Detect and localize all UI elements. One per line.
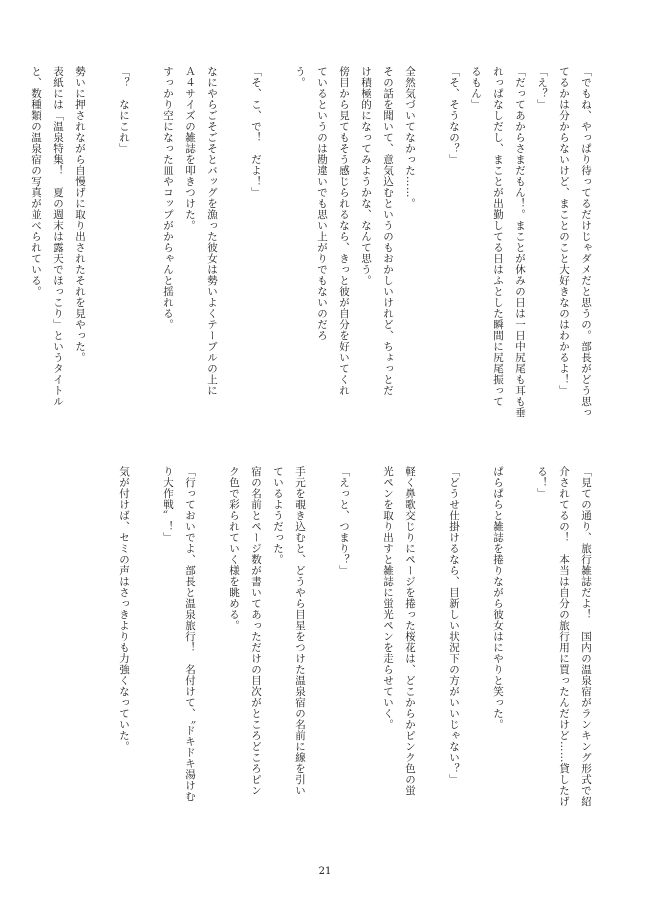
text-line: 「？ なにこれ」 (118, 66, 130, 154)
text-line: 「そ、こ、で！ だよ！」 (250, 66, 262, 198)
text-line: 「行っておいでよ、部長と温泉旅行！ 名付けて、〝ドキドキ湯けむ (184, 466, 196, 802)
text-line (311, 466, 333, 828)
text-line: 「だってあからさまだもん！。まことが休みの日は一日中尻尾も耳も垂 (514, 66, 526, 418)
text-line (91, 66, 113, 428)
text-line (355, 466, 377, 828)
text-line (421, 66, 443, 428)
text-line: と、数種類の温泉宿の写真が並べられている。 (30, 66, 42, 297)
text-line (465, 466, 487, 828)
text-line: るもん」 (470, 66, 482, 110)
text-line: り大作戦〟！」 (162, 466, 174, 543)
text-line (509, 466, 531, 828)
text-line: ク色で彩られていく様を眺める。 (228, 466, 240, 631)
text-line: 「見ての通り、旅行雑誌だよ！ 国内の温泉宿がランキング形式で紹 (580, 466, 592, 807)
text-line: 「そ、そうなの？」 (448, 66, 460, 165)
text-line: その話を聞いて、意気込むというのもおかしいけれど、ちょっとだ (382, 66, 394, 396)
text-line: 軽く鼻歌交じりにページを捲った桜花は、どこからかピンク色の蛍 (404, 466, 416, 796)
text-line: Ａ４サイズの雑誌を叩きつけた。 (184, 66, 196, 231)
text-line: け積極的になってみようかな、なんて思う。 (360, 66, 372, 286)
text-line: なにやらごそごそとバッグを漁った彼女は勢いよくテーブルの上に (206, 66, 218, 396)
text-line: ぱらぱらと雑誌を捲りながら彼女はにやりと笑った。 (492, 466, 504, 730)
text-line (421, 466, 443, 828)
text-line: ているというのは勘違いでも思い上がりでもないのだろ (316, 66, 328, 341)
text-line: 「え？」 (536, 66, 548, 110)
text-line: 気が付けば、セミの声はさっきよりも力強くなっていた。 (118, 466, 130, 752)
text-line: てるかは分からないけど、まことのこと大好きなのはわかるよ！」 (558, 66, 570, 396)
text-line (267, 66, 289, 428)
text-line: 手元を覗き込むと、どうやら目星をつけた温泉宿の名前に線を引い (294, 466, 306, 796)
text-line: 「どうせ仕掛けるなら、目新しい状況下の方がいいじゃない？」 (448, 466, 460, 785)
text-line: れっぱなしだし、まことが出勤してる日はふとした瞬間に尻尾振って (492, 66, 504, 407)
text-line (135, 466, 157, 828)
text-line: う。 (294, 66, 306, 88)
text-block-bottom (52, 466, 597, 828)
text-line: 「でもね、やっぱり待ってるだけじゃダメだと思うの。部長がどう思っ (580, 66, 592, 418)
text-line: 傍目から見てもそう感じられるなら、きっと彼が自分を好いてくれ (338, 66, 350, 396)
text-line: 「えっと、つまり？」 (338, 466, 350, 576)
text-line: 勢いに押されながら自慢げに取り出されたそれを見やった。 (74, 66, 86, 363)
text-line (135, 66, 157, 428)
text-line (223, 66, 245, 428)
text-line: ているようだった。 (272, 466, 284, 565)
text-line: 全然気づいてなかった……。 (404, 66, 416, 209)
text-line: 介されてるの！ 本当は自分の旅行用に買ったんだけど……貸したげ (558, 466, 570, 807)
text-line: 宿の名前とページ数が書いてあっただけの目次がところどころピン (250, 466, 262, 796)
text-line (201, 466, 223, 828)
text-line: すっかり空になった皿やコップがからゃんと揺れる。 (162, 66, 174, 330)
text-line: 光ペンを取り出すと雑誌に蛍光ペンを走らせていく。 (382, 466, 394, 730)
text-line: る！」 (536, 466, 548, 499)
text-line: 表紙には「温泉特集！ 夏の週末は露天でほっこり」というタイトル (52, 66, 64, 407)
text-block-top (30, 66, 597, 428)
page-number: 21 (318, 866, 332, 877)
